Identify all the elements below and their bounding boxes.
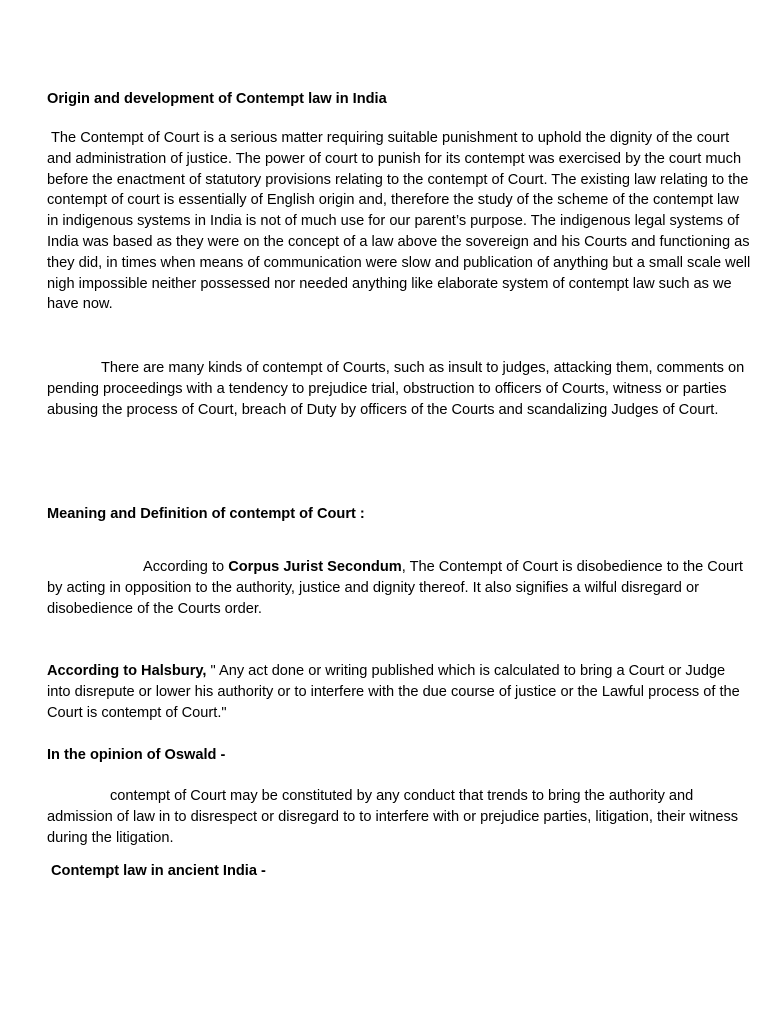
paragraph-oswald-text: contempt of Court may be constituted by any conduct that trends to bring the authority and admission of law in to disrespect or disregard to to interfere with or prejudice parties, litigation, their witness during the litigation.: [47, 788, 739, 846]
paragraph-kinds-of-contempt: [47, 358, 752, 420]
paragraph-corpus-jurist: [47, 557, 752, 619]
paragraph-kinds-text: There are many kinds of contempt of Courts, such as insult to judges, attacking them, comments on pending proceedings with a tendency to prejudice trial, obstruction to officers of Courts, witness or parties abusing the process of Court, breach of Duty by officers of the Courts and scandalizing Judges of Court.: [47, 360, 745, 418]
paragraph-origin-text: The Contempt of Court is a serious matter requiring suitable punishment to uphold the dignity of the court and administration of justice. The power of court to punish for its contempt was exercised by the court much before the enactment of statutory provisions relating to the contempt of Court. The existing law relating to the contempt of court is essentially of English origin and, therefore the study of the scheme of the contempt law in indigenous systems in India is not of much use for our parent’s purpose. The indigenous legal systems of India was based as they were on the concept of a law above the sovereign and his Courts and functioning as they did, in times when means of communication were slow and publication of anything but a small scale well nigh impossible neither possessed nor needed anything like elaborate system of contempt law such as we have now.: [47, 130, 751, 313]
section-heading-ancient-india: Contempt law in ancient India -: [51, 863, 266, 879]
section-heading-meaning: Meaning and Definition of contempt of Court :: [47, 506, 365, 522]
halsbury-quote-text: " Any act done or writing published which is calculated to bring a Court or Judge into disrepute or lower his authority or to interfere with the due course of justice or the Lawful process of the Court is contempt of Court.": [47, 663, 740, 721]
paragraph-origin: [47, 128, 752, 315]
corpus-prefix-text: According to: [143, 559, 229, 575]
paragraph-oswald: [47, 786, 752, 848]
corpus-definition-text: , The Contempt of Court is disobedience to the Court by acting in opposition to the authority, justice and dignity thereof. It also signifies a wilful disregard or disobedience of the Courts order.: [47, 559, 743, 617]
section-heading-origin: Origin and development of Contempt law in India: [47, 91, 387, 107]
document-page: [47, 0, 752, 1024]
halsbury-label: According to Halsbury,: [47, 663, 207, 679]
corpus-jurist-name: Corpus Jurist Secondum: [228, 559, 402, 575]
section-heading-oswald: In the opinion of Oswald -: [47, 747, 226, 763]
paragraph-halsbury: [47, 661, 752, 723]
